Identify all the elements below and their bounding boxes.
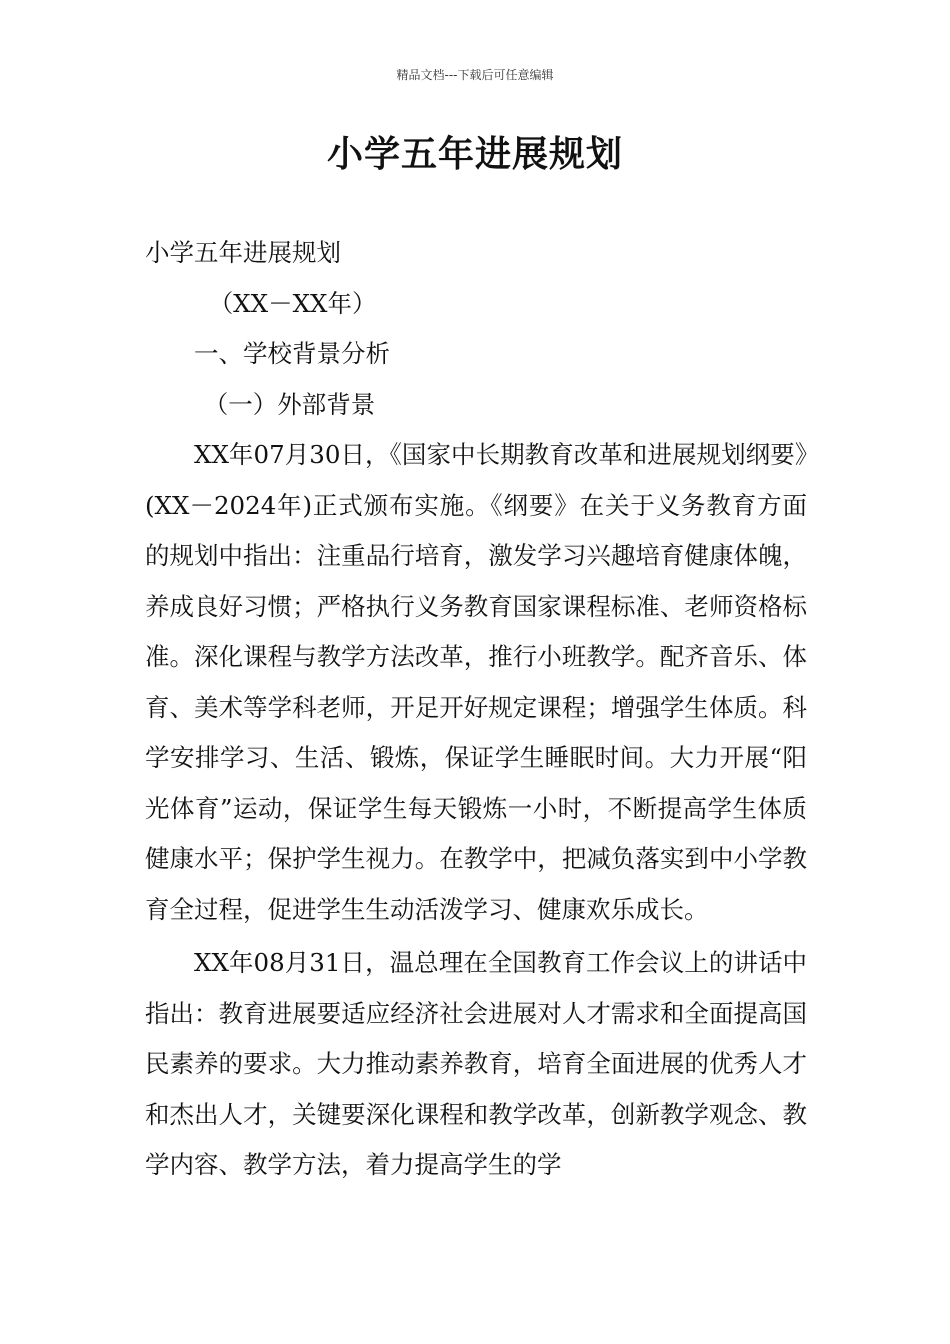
section-heading: 一、学校背景分析: [194, 339, 390, 368]
body-paragraph: XX年07月30日，《国家中长期教育改革和进展规划纲要》 (XX－2024年)正式颁布实施。《纲要》在关于义务教育方面的规划中指出：注重品行培育，激发学习兴趣培育健康体魄，养成良好习惯；严格执行义务教育国家课程标准、老师资格标准。深化课程与教学方法改革，推行小班教学。配齐音乐、体育、美术等学科老师，开足开好规定课程；增强学生体质。科学安排学习、生活、锻炼，保证学生睡眠时间。大力开展“阳光体育”运动，保证学生每天锻炼一小时，不断提高学生体质健康水平；保护学生视力。在教学中，把减负落实到中小学教育全过程，促进学生生动活泼学习、健康欢乐成长。: [145, 440, 832, 924]
document-body: [145, 228, 832, 1191]
subtitle: 小学五年进展规划: [145, 238, 341, 267]
document-title: 小学五年进展规划: [326, 134, 623, 175]
subsection-heading: （一）外部背景: [203, 389, 376, 419]
year-range: （XX－XX年）: [208, 288, 377, 318]
body-paragraph: XX年08月31日，温总理在全国教育工作会议上的讲话中指出：教育进展要适应经济社会进展对人才需求和全面提高国民素养的要求。大力推动素养教育，培育全面进展的优秀人才和杰出人才，关键要深化课程和教学改革，创新教学观念、教学内容、教学方法，着力提高学生的学: [145, 948, 807, 1179]
header-note: 精品文档---下载后可任意编辑: [396, 68, 554, 82]
